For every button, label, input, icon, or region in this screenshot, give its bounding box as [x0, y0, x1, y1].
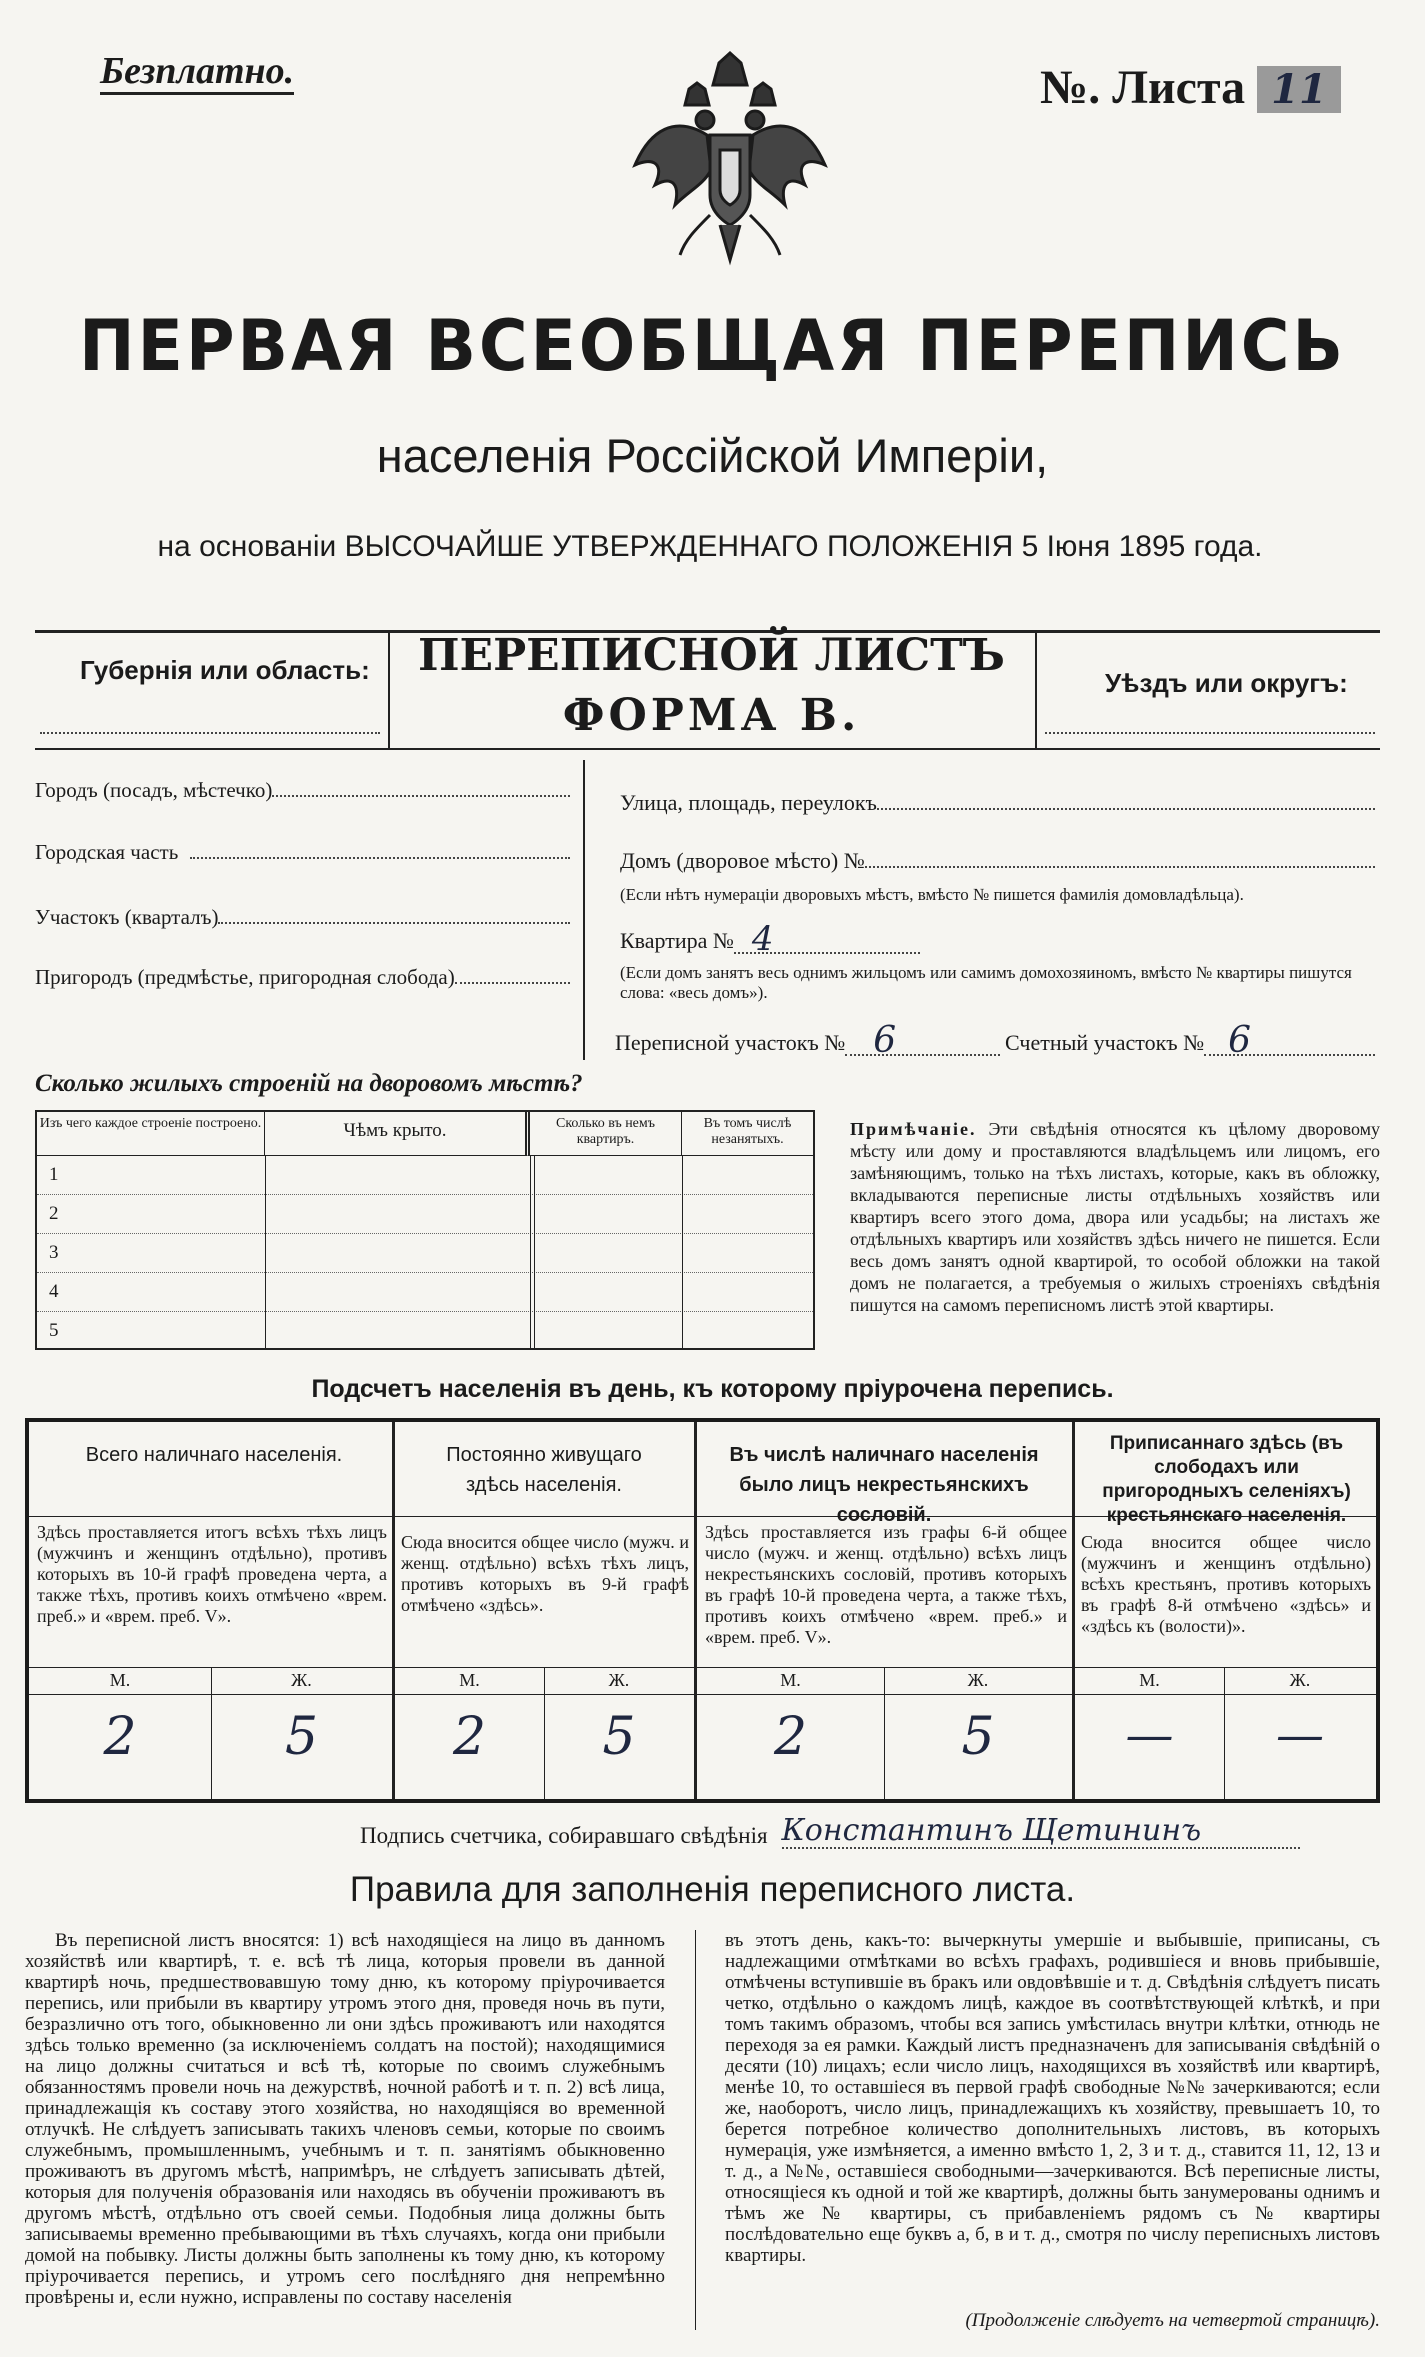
pop-col4-desc: Сюда вносится общее число (мужчинъ и женщинъ отдѣльно) всѣхъ крестьянъ, противъ которыхъ въ графѣ 8-й отмѣчено «здѣсь» и «здѣсь къ (волости)».: [1081, 1532, 1371, 1636]
row-number: 1: [49, 1164, 59, 1185]
gorodskaya-row: [35, 840, 570, 865]
signature-field[interactable]: Константинъ Щетининъ: [782, 1815, 1300, 1849]
pop-col3-header: Въ числѣ наличнаго населенія было лицъ некрестьянскихъ сословій.: [729, 1444, 1039, 1526]
pop-col4-m-label: М.: [1139, 1670, 1160, 1690]
sheet-number-value: 11: [1257, 66, 1341, 113]
sheet-number-label: №. Листа: [1040, 61, 1246, 114]
pop-col3-f-label: Ж.: [967, 1670, 989, 1690]
pop-col2-m-label: М.: [459, 1670, 480, 1690]
pop-col1-header: Всего наличнаго населенія.: [85, 1444, 343, 1466]
schetny-label: Счетный участокъ №: [1005, 1030, 1205, 1055]
buildings-col3-header: Сколько въ немъ квартиръ.: [530, 1112, 682, 1156]
signature-row: [360, 1815, 1300, 1849]
ulitsa-label: Улица, площадь, переулокъ: [620, 790, 877, 815]
dom-note: (Если нѣтъ нумераціи дворовыхъ мѣстъ, вмѣсто № пишется фамилія домовладѣльца).: [620, 885, 1244, 904]
buildings-note: [850, 1118, 1380, 1316]
schetny-field[interactable]: 6: [1204, 1030, 1375, 1056]
pop-col2-header: Постоянно живущаго здѣсь населенія.: [446, 1444, 642, 1496]
buildings-col4-header: Въ томъ числѣ незанятыхъ.: [682, 1112, 813, 1156]
gorodskaya-label: Городская часть: [35, 840, 179, 864]
perepisnoy-field[interactable]: 6: [845, 1030, 1000, 1056]
uchastok-field[interactable]: [218, 905, 570, 924]
kvartira-note: (Если домъ занятъ весь однимъ жильцомъ или самимъ домохозяиномъ, вмѣсто № квартиры пишутся слова: «весь домъ»).: [620, 963, 1352, 1002]
rules-continuation: (Продолженіе слѣдуетъ на четвертой страницѣ).: [965, 2310, 1380, 2331]
row-number: 2: [49, 1203, 59, 1224]
buildings-col1-header: Изъ чего каждое строеніе построено.: [37, 1112, 265, 1156]
gubernia-field[interactable]: [40, 730, 380, 734]
gubernia-label: Губернія или область:: [80, 655, 370, 685]
row-number: 5: [49, 1320, 59, 1341]
note-text: Эти свѣдѣнія относятся къ цѣлому дворовому мѣсту или дому и проставляются владѣльцемъ или лицомъ, его замѣняющимъ, только на тѣхъ листахъ, которые, какъ въ обложку, вкладываются переписные листы отдѣльныхъ хозяйствъ или квартиръ всего этого дома, двора или усадьбы; на листахъ же отдѣльныхъ квартиръ или хозяйствъ здѣсь ничего не пишется. Если весь домъ занятъ одной квартирой, то особой обложки на такой домъ не полагается, а требуемыя о жилыхъ строеніяхъ свѣдѣнія пишутся на самомъ переписномъ листѣ этой квартиры.: [850, 1119, 1380, 1315]
pop-col4-f-label: Ж.: [1289, 1670, 1311, 1690]
pop-col4-f-value[interactable]: —: [1276, 1707, 1324, 1763]
gorodskaya-field[interactable]: [190, 840, 570, 859]
kvartira-field[interactable]: 4: [734, 928, 920, 954]
gorod-field[interactable]: [272, 778, 570, 797]
row-number: 3: [49, 1242, 59, 1263]
sheet-title: ПЕРЕПИСНОЙ ЛИСТЪ: [418, 630, 1005, 681]
kvartira-label: Квартира №: [620, 928, 734, 953]
table-row[interactable]: [37, 1156, 813, 1195]
note-title: Примѣчаніе.: [850, 1119, 977, 1139]
dom-row: [620, 848, 1375, 874]
pop-col4-header: Приписаннаго здѣсь (въ слободахъ или пригородныхъ селеніяхъ) крестьянскаго населенія.: [1102, 1433, 1351, 1526]
uezd-label: Уѣздъ или округъ:: [1105, 668, 1348, 698]
pop-col3-m-value[interactable]: 2: [773, 1707, 808, 1767]
legal-basis: на основаніи ВЫСОЧАЙШЕ УТВЕРЖДЕННАГО ПОЛОЖЕНІЯ 5 Іюня 1895 года.: [157, 530, 1263, 563]
perepisnoy-label: Переписной участокъ №: [615, 1030, 846, 1055]
rules-title: Правила для заполненія переписного листа.: [349, 1870, 1076, 1909]
main-title: ПЕРВАЯ ВСЕОБЩАЯ ПЕРЕПИСЬ: [79, 305, 1346, 387]
uchastok-row: [35, 905, 570, 930]
table-row[interactable]: [37, 1195, 813, 1234]
dom-label: Домъ (дворовое мѣсто) №: [620, 848, 865, 873]
signature-label: Подпись счетчика, собиравшаго свѣдѣнія: [360, 1823, 768, 1848]
pop-col1-f-value[interactable]: 5: [284, 1707, 319, 1767]
pop-col1-f-label: Ж.: [291, 1670, 312, 1690]
table-row[interactable]: [37, 1312, 813, 1348]
buildings-table: [35, 1110, 815, 1350]
pop-col4-m-value[interactable]: —: [1125, 1707, 1174, 1763]
free-label: Безплатно.: [100, 50, 294, 95]
buildings-question: Сколько жилыхъ строеній на дворовомъ мѣстѣ?: [35, 1070, 583, 1097]
rules-right-column: въ этотъ день, какъ-то: вычеркнуты умершіе и выбывшіе, приписаны, съ надлежащими отмѣтками во всѣхъ графахъ, родившіеся и вновь прибывшіе, отмѣчены вступившіе въ бракъ или овдовѣвшіе и т. д. Свѣдѣнія слѣдуетъ писать четко, отдѣльно о каждомъ лицѣ, каждое въ соотвѣтствующей клѣткѣ, и при томъ такимъ образомъ, чтобы вся запись умѣстилась внутри клѣтки, отнюдь не переходя за ея рамки. Каждый листъ предназначенъ для записыванія свѣдѣній о десяти (10) лицахъ; если число лицъ, находящихся въ хозяйствѣ или квартирѣ, менѣе 10, то оставшіеся въ первой графѣ свободные №№ зачеркиваются; если же, наоборотъ, число лицъ, принадлежащихъ къ хозяйству, превышаетъ 10, то берется потребное количество дополнительныхъ листовъ, въ которыхъ нумерація, уже измѣняется, а именно вмѣсто 1, 2, 3 и т. д., ставится 11, 12, 13 и т. д., а №№, оставшіеся свободными—зачеркиваются. Всѣ переписные листы, относящіеся къ одной и той же квартирѣ, должны быть занумерованы однимъ и тѣмъ же № квартиры, съ прибавленіемъ рядомъ съ № квартиры послѣдовательно еще буквъ а, б, в и т. д., смотря по числу переписныхъ листовъ квартиры.: [725, 1930, 1380, 2266]
uchastok-label: Участокъ (кварталъ): [35, 905, 219, 929]
prigorod-row: [35, 965, 570, 990]
ulitsa-field[interactable]: [877, 790, 1375, 810]
pop-col2-f-value[interactable]: 5: [602, 1707, 636, 1767]
table-row[interactable]: [37, 1273, 813, 1312]
pop-col1-m-value[interactable]: 2: [103, 1707, 137, 1767]
pop-col2-desc: Сюда вносится общее число (мужч. и женщ. отдѣльно) всѣхъ тѣхъ лицъ, противъ которыхъ въ 9-й графѣ отмѣчено «здѣсь».: [401, 1532, 689, 1615]
form-title: ФОРМА В.: [562, 690, 861, 741]
imperial-eagle-emblem: [625, 45, 835, 275]
table-row[interactable]: [37, 1234, 813, 1273]
pop-col1-m-label: М.: [109, 1670, 131, 1690]
pop-col1-desc: Здѣсь проставляется итогъ всѣхъ тѣхъ лицъ (мужчинъ и женщинъ отдѣльно), противъ которыхъ въ 10-й графѣ проведена черта, а также тѣхъ, противъ коихъ отмѣчено «врем. преб.» и «врем. преб. V».: [37, 1522, 387, 1626]
prigorod-label: Пригородъ (предмѣстье, пригородная слобода): [35, 965, 455, 989]
buildings-col2-header: Чѣмъ крыто.: [265, 1112, 530, 1156]
population-title: Подсчетъ населенія въ день, къ которому пріурочена перепись.: [311, 1375, 1114, 1403]
rules-left-column: Въ переписной листъ вносятся: 1) всѣ находящіеся на лицо въ данномъ хозяйствѣ или квартирѣ, т. е. всѣ тѣ лица, которыя провели въ данной квартирѣ ночь, предшествовавшую тому дню, къ которому пріурочивается перепись, или прибыли въ квартиру утромъ этого дня, проведя ночь въ пути, безразлично отъ того, обыкновенно ли они здѣсь проживаютъ или находятся здѣсь только временно (за исключеніемъ солдатъ на постой); находящимися на лицо должны считаться и всѣ тѣ, которые по своимъ служебнымъ обязанностямъ провели ночь на дежурствѣ, ночной работѣ и т. п. 2) всѣ лица, принадлежащія къ составу этого хозяйства, но находящіяся во временной отлучкѣ. Не слѣдуетъ записывать такихъ членовъ семьи, которые по своимъ служебнымъ, промышленнымъ, учебнымъ и т. п. занятіямъ обыкновенно проживаютъ въ другомъ мѣстѣ, напримѣръ, не слѣдуетъ записывать дѣтей, которыя для полученія образованія или находясь въ обученіи проживаютъ въ другомъ мѣстѣ, отдѣльно отъ своей семьи. Подобныя лица должны быть записываемы временно пребывающими въ тѣхъ случаяхъ, когда они прибыли домой на побывку. Листы должны быть заполнены къ тому дню, къ которому пріурочивается перепись, и утромъ сего послѣдняго дня непремѣнно провѣрены и, если нужно, исправлены по составу населенія: [25, 1930, 665, 2308]
gorod-row: [35, 778, 570, 803]
uezd-field[interactable]: [1045, 730, 1375, 734]
subtitle: населенія Россійской Имперіи,: [376, 429, 1049, 482]
population-table: [25, 1418, 1380, 1803]
row-number: 4: [49, 1281, 59, 1302]
sheet-number: [1040, 60, 1341, 115]
pop-col2-f-label: Ж.: [608, 1670, 630, 1690]
perepisnoy-row: [615, 1020, 1000, 1061]
pop-col3-f-value[interactable]: 5: [961, 1707, 995, 1767]
prigorod-field[interactable]: [455, 965, 570, 984]
ulitsa-row: [620, 790, 1375, 816]
pop-col3-m-label: М.: [780, 1670, 801, 1690]
pop-col2-m-value[interactable]: 2: [452, 1707, 487, 1767]
dom-field[interactable]: [865, 848, 1375, 868]
kvartira-row: [620, 919, 920, 959]
pop-col3-desc: Здѣсь проставляется изъ графы 6-й общее число (мужч. и женщ. отдѣльно) всѣхъ лицъ некрестьянскихъ сословій, противъ которыхъ въ графѣ 10-й проведена черта, а также тѣхъ, противъ коихъ отмѣчено «врем. преб.» и «врем. преб. V».: [705, 1522, 1067, 1647]
schetny-row: [1005, 1020, 1375, 1061]
gorod-label: Городъ (посадъ, мѣстечко): [35, 778, 273, 802]
